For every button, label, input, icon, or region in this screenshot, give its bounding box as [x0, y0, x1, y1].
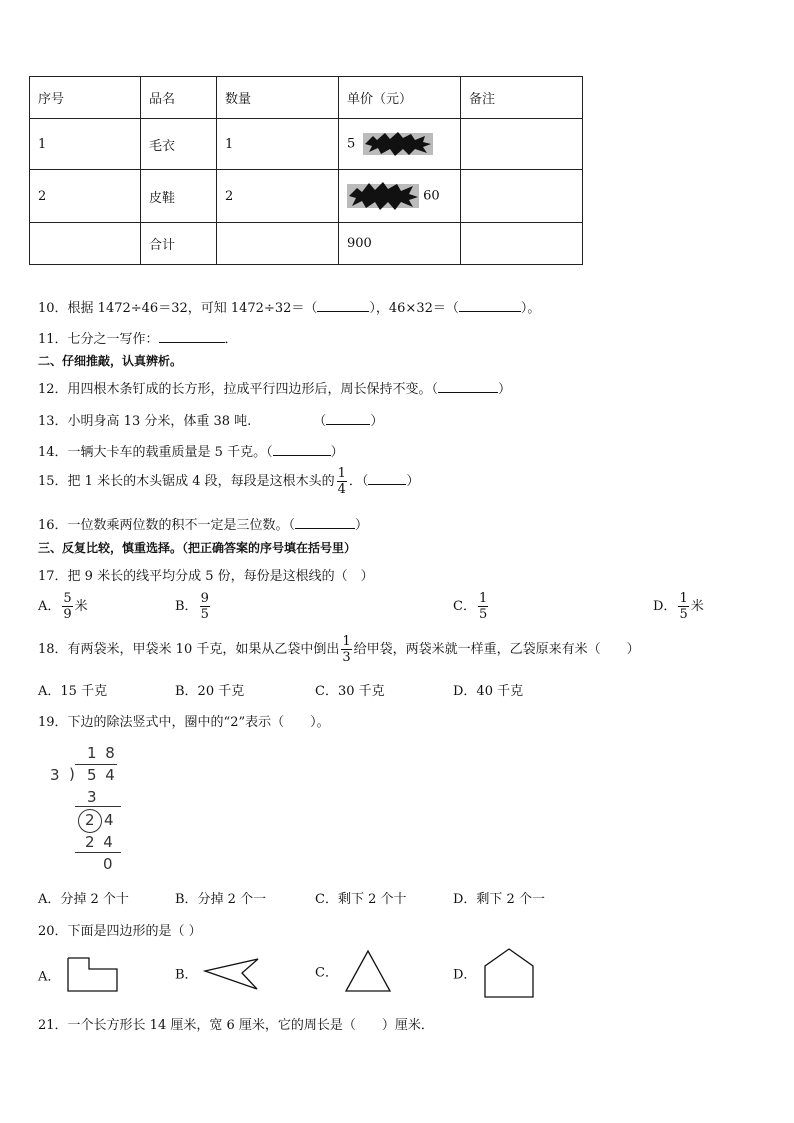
option-a[interactable]: A．15 千克: [38, 684, 108, 699]
option-b[interactable]: B．: [175, 953, 262, 993]
answer-blank[interactable]: [295, 516, 355, 529]
cell-qty: 2: [217, 170, 339, 223]
fraction: $\frac{1}{5}$: [679, 591, 688, 622]
cell-name: 合计: [141, 223, 217, 265]
question-text: ．: [224, 332, 238, 347]
header-cell: 数量: [217, 77, 339, 119]
cell-qty: 1: [217, 119, 339, 170]
cell-note: [461, 119, 583, 170]
answer-blank[interactable]: [459, 299, 521, 312]
price-visible-digits: 60: [423, 188, 440, 204]
question-text: （: [313, 414, 327, 429]
cell-note: [461, 170, 583, 223]
division-bar: [75, 764, 117, 765]
question-text: 18．有两袋米，甲袋米 10 千克，如果从乙袋中倒出: [38, 642, 340, 657]
header-cell: 备注: [461, 77, 583, 119]
question-12: [38, 378, 511, 397]
circled-digit: 2: [85, 811, 95, 829]
question-13: [38, 410, 383, 429]
price-table: [29, 76, 583, 265]
cell-qty: [217, 223, 339, 265]
table-row: [30, 119, 583, 170]
quotient: 1 8: [87, 744, 117, 762]
option-b[interactable]: B．分掉 2 个一: [175, 892, 267, 907]
table-row: [30, 223, 583, 265]
question-text: 12．用四根木条钉成的长方形，拉成平行四边形后，周长保持不变。（: [38, 382, 439, 397]
cell-price: [339, 170, 461, 223]
option-d[interactable]: D．40 千克: [453, 684, 524, 699]
question-text: 10．根据 1472÷46＝32，可知 1472÷32＝（: [38, 301, 318, 316]
section-heading: 三、反复比较，慎重选择。（把正确答案的序号填在括号里）: [38, 541, 357, 555]
question-text: 16．一位数乘两位数的积不一定是三位数。（: [38, 518, 296, 533]
option-d[interactable]: D．剩下 2 个一: [453, 892, 545, 907]
option-a[interactable]: A．分掉 2 个十: [38, 892, 129, 907]
question-10: [38, 297, 540, 316]
brought-down-digit: 4: [104, 811, 114, 829]
option-a[interactable]: A．: [38, 955, 121, 995]
question-17-stem: 17．把 9 米长的线平均分成 5 份，每份是这根线的（ ）: [38, 569, 374, 584]
option-c[interactable]: C．30 千克: [315, 684, 385, 699]
option-c[interactable]: C．剩下 2 个十: [315, 892, 407, 907]
option-b[interactable]: B．20 千克: [175, 684, 245, 699]
question-text: ）: [406, 474, 420, 489]
question-text: 13．小明身高 13 分米，体重 38 吨.: [38, 414, 252, 429]
answer-blank[interactable]: [159, 330, 225, 343]
option-c[interactable]: C． $\frac{1}{5}$: [453, 591, 488, 622]
question-text: 15．把 1 米长的木头锯成 4 段，每段是这根木头的: [38, 474, 335, 489]
divisor: 3: [50, 766, 60, 784]
cell-note: [461, 223, 583, 265]
answer-blank[interactable]: [438, 380, 498, 393]
long-division-figure: [45, 742, 155, 877]
question-18-stem: [38, 635, 640, 664]
cell-price: [339, 119, 461, 170]
step-line: [75, 852, 121, 853]
question-21: 21．一个长方形长 14 厘米，宽 6 厘米，它的周长是（ ）厘米．: [38, 1018, 434, 1033]
answer-blank[interactable]: [273, 443, 331, 456]
step-product: 2 4: [85, 833, 115, 851]
answer-blank[interactable]: [368, 472, 406, 485]
dividend: 5 4: [87, 766, 117, 784]
ink-blot-icon: [347, 180, 419, 212]
division-bracket: ): [69, 765, 75, 783]
cell-name: 皮鞋: [141, 170, 217, 223]
question-text: ），46×32＝（: [369, 301, 459, 316]
table-row: [30, 170, 583, 223]
question-11: [38, 328, 238, 347]
question-19-stem: 19．下边的除法竖式中，圈中的“2”表示（ ）。: [38, 715, 330, 730]
header-cell: 品名: [141, 77, 217, 119]
question-text: 14．一辆大卡车的载重质量是 5 千克。（: [38, 445, 273, 460]
question-16: [38, 514, 368, 533]
question-text: ）: [330, 445, 344, 460]
option-d[interactable]: D．: [453, 946, 537, 1000]
option-b[interactable]: B． $\frac{9}{5}$: [175, 591, 209, 622]
option-a[interactable]: A． $\frac{5}{9}$ 米: [38, 591, 88, 622]
option-c[interactable]: C．: [315, 948, 394, 994]
question-text: ．（: [348, 474, 369, 489]
option-d[interactable]: D． $\frac{1}{5}$ 米: [653, 591, 704, 622]
answer-blank[interactable]: [317, 299, 369, 312]
section-heading: 二、仔细推敲，认真辨析。: [38, 354, 183, 368]
header-cell: 序号: [30, 77, 141, 119]
fraction: $\frac{9}{5}$: [200, 591, 209, 622]
fraction: $\frac{1}{5}$: [478, 591, 488, 622]
cell-price: 900: [339, 223, 461, 265]
table-header-row: [30, 77, 583, 119]
question-text: 11．七分之一写作：: [38, 332, 159, 347]
question-text: 给甲袋，两袋米就一样重，乙袋原来有米（ ）: [353, 642, 640, 657]
cell-no: 2: [30, 170, 141, 223]
cell-no: [30, 223, 141, 265]
question-text: ）: [370, 414, 384, 429]
step-line: [75, 806, 121, 807]
answer-blank[interactable]: [326, 412, 370, 425]
cell-no: 1: [30, 119, 141, 170]
step-product: 3: [87, 788, 97, 806]
fraction: $\frac{1}{3}$: [342, 634, 351, 665]
question-20-stem: 20．下面是四边形的是（ ）: [38, 924, 202, 939]
fraction: $\frac{5}{9}$: [63, 591, 72, 622]
question-text: ）: [498, 382, 512, 397]
arrow-quadrilateral-icon: [202, 953, 262, 993]
question-text: ）: [355, 518, 369, 533]
triangle-icon: [342, 948, 394, 994]
question-14: [38, 441, 344, 460]
price-visible-digits: 5: [347, 136, 356, 152]
question-15: [38, 467, 419, 496]
pentagon-icon: [481, 946, 537, 1000]
header-cell: 单价（元）: [339, 77, 461, 119]
cell-name: 毛衣: [141, 119, 217, 170]
notched-rectangle-icon: [65, 955, 121, 995]
question-text: ）。: [520, 301, 541, 316]
ink-blot-icon: [363, 130, 433, 158]
fraction: $\frac{1}{4}$: [337, 466, 346, 497]
remainder: 0: [103, 855, 113, 873]
